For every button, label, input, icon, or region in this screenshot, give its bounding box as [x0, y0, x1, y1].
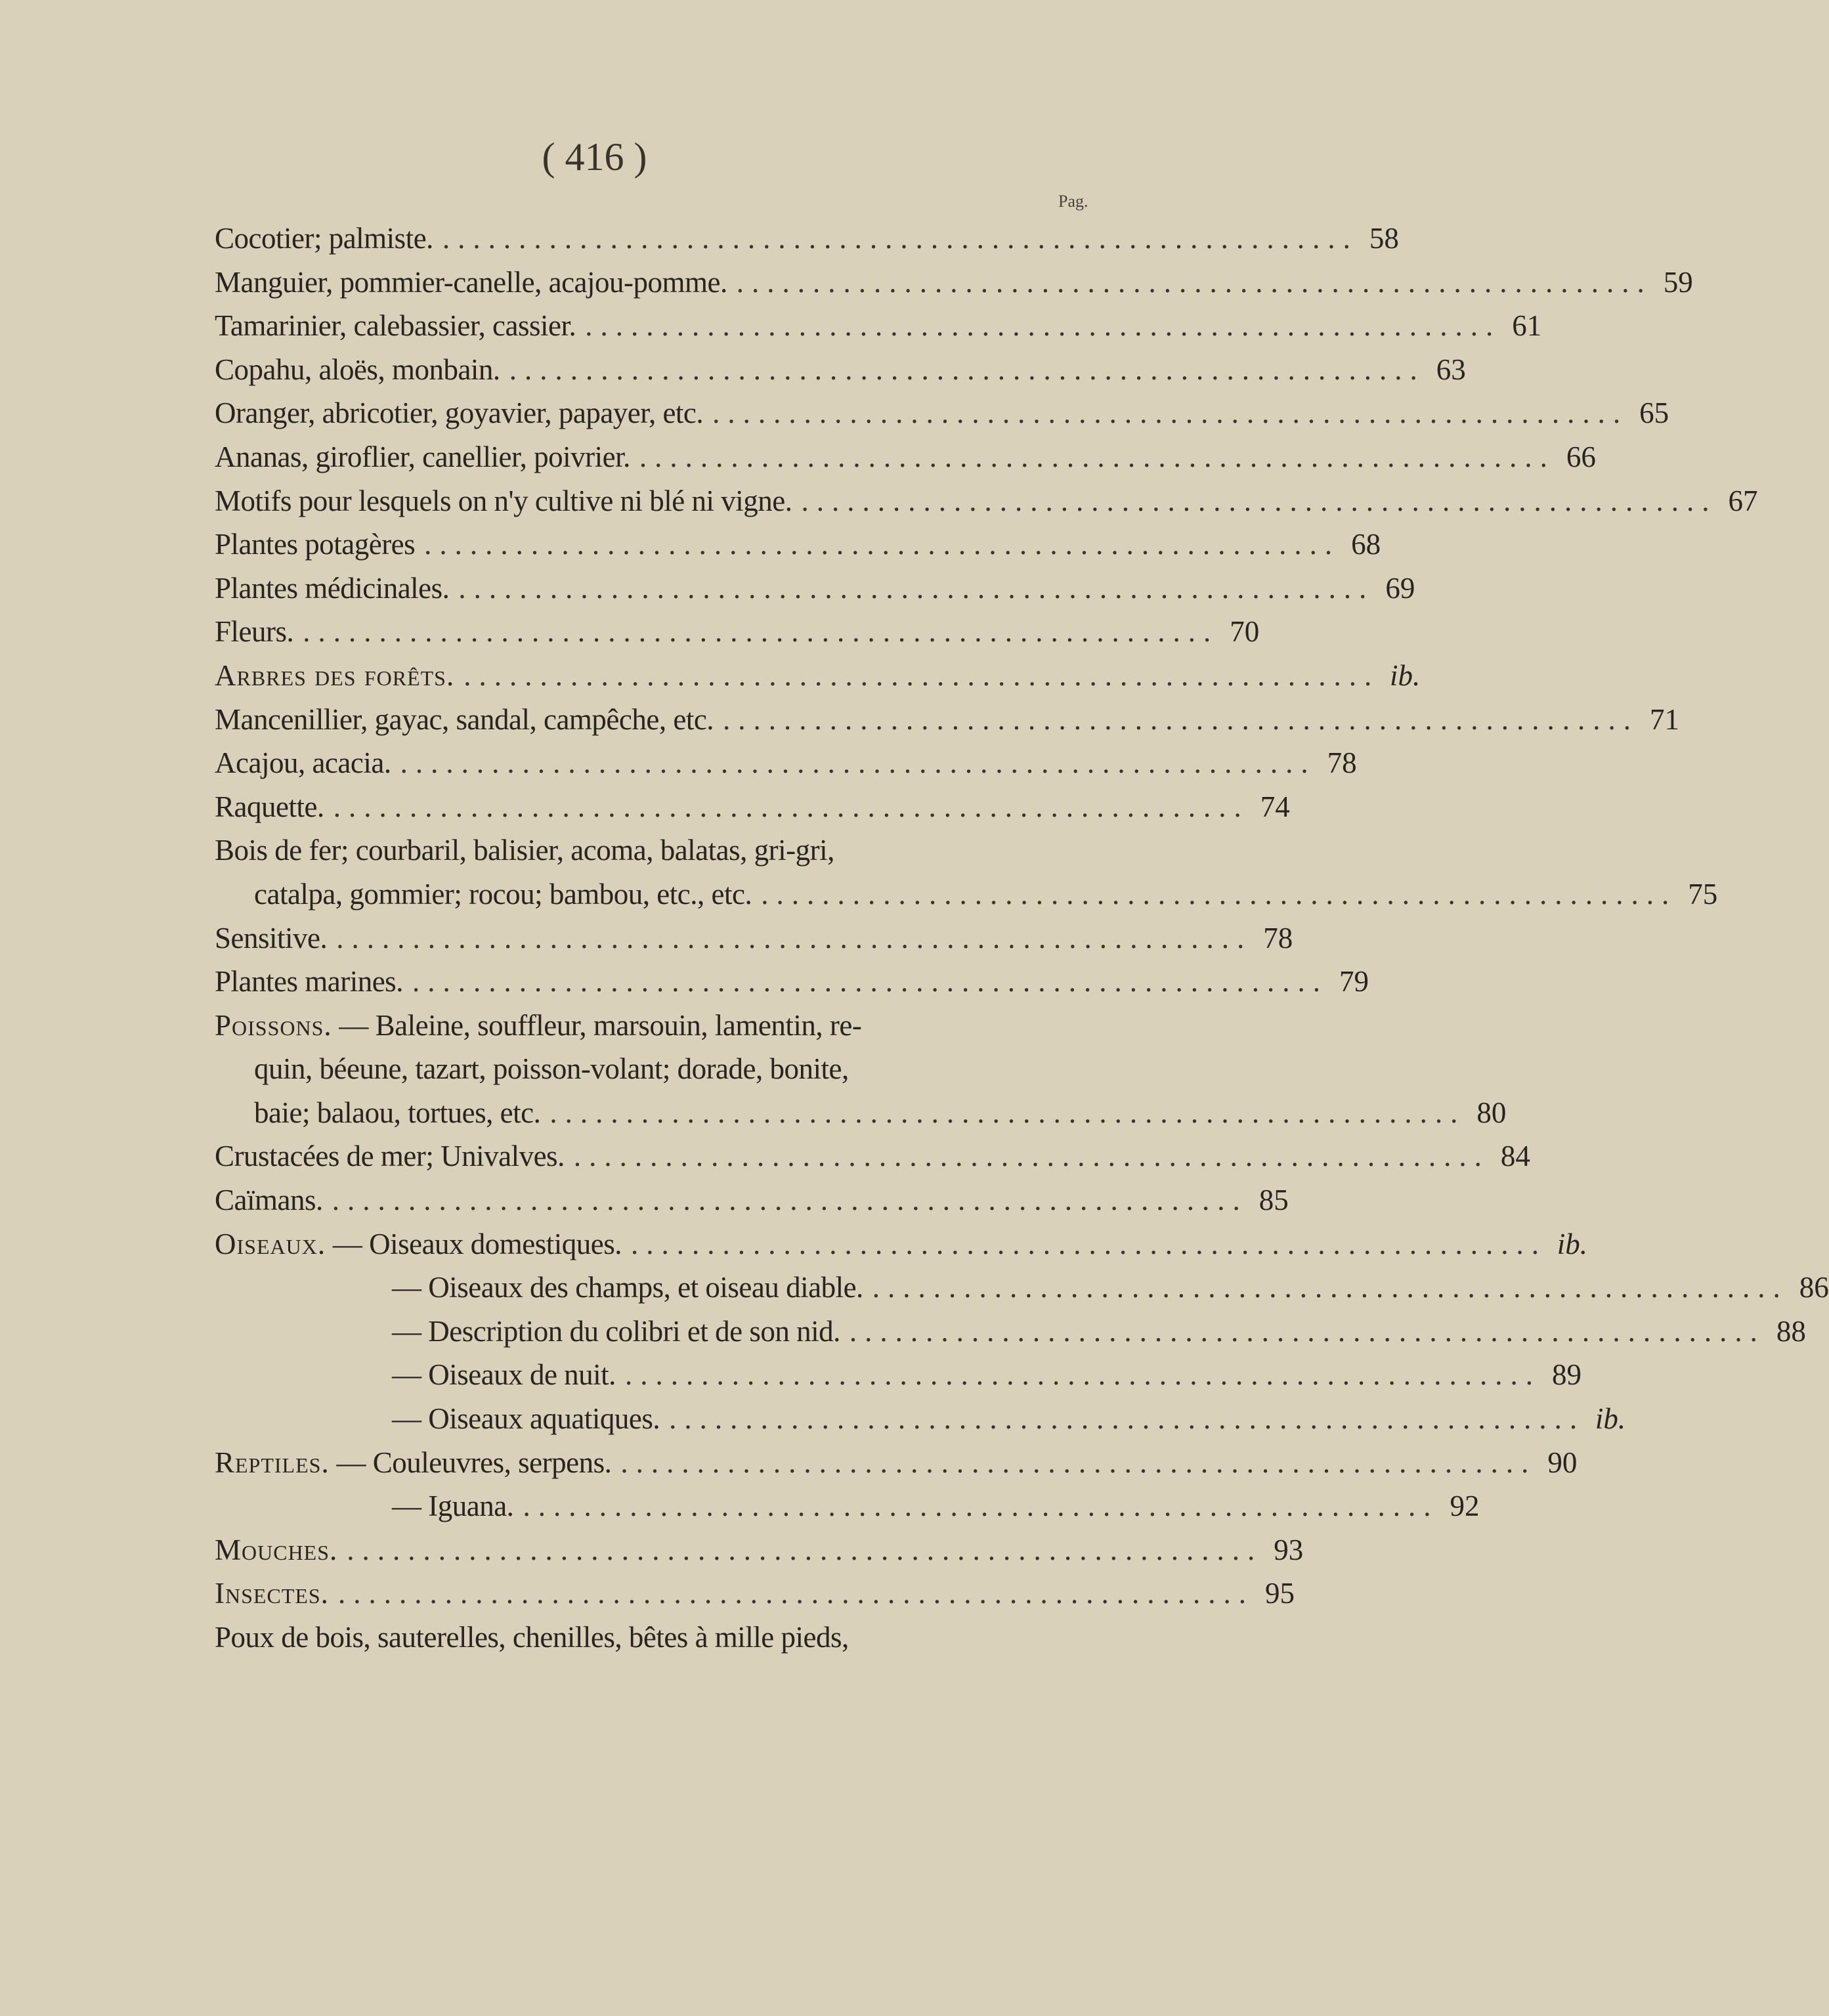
- toc-entry-text: Plantes potagères: [215, 528, 416, 561]
- toc-entry: [215, 1134, 1530, 1178]
- toc-entry-label: [254, 1047, 849, 1091]
- toc-entry-label: [215, 916, 327, 960]
- toc-entry-text: Mancenillier, gayac, sandal, campêche, etc.: [215, 702, 714, 736]
- toc-entry-label: [392, 1484, 513, 1528]
- leader-dots: ............................................................: [337, 1577, 1254, 1610]
- toc-entry: [215, 1397, 1626, 1441]
- toc-entry-label: [392, 1397, 660, 1441]
- toc-page-number: ib.: [1389, 658, 1421, 692]
- toc-entry-label: [215, 348, 500, 392]
- toc-entry-text: Poux de bois, sauterelles, chenilles, bêtes à mille pieds,: [215, 1621, 849, 1654]
- leader-dots: ............................................................: [303, 615, 1219, 649]
- leader-dots: ............................................................: [631, 1227, 1547, 1260]
- leader-dots: ............................................................: [332, 1184, 1248, 1217]
- toc-entry: [215, 1266, 1829, 1310]
- leader-dots: ............................................................: [712, 397, 1629, 430]
- toc-entry: [215, 610, 1260, 654]
- toc-entry: [215, 391, 1669, 435]
- toc-entry-label: [215, 1134, 565, 1178]
- leader-dots: ............................................................: [509, 353, 1425, 386]
- toc-entry-text: Acajou, acacia.: [215, 746, 391, 780]
- toc-entry-label: [254, 872, 752, 916]
- toc-entry-label: [215, 654, 454, 698]
- toc-entry: [215, 261, 1693, 305]
- leader-dots: ............................................................: [333, 790, 1249, 823]
- leader-dots: ............................................................: [585, 309, 1501, 343]
- toc-section-heading: Reptiles.: [215, 1446, 330, 1479]
- toc-entry: [215, 567, 1415, 611]
- toc-entry: [215, 916, 1293, 960]
- toc-entry-label: [215, 1616, 849, 1660]
- toc-entry-text: — Oiseaux de nuit.: [392, 1358, 616, 1392]
- toc-entry-label: [215, 304, 576, 348]
- toc-entry-label: [215, 1222, 622, 1266]
- toc-entry-label: [215, 610, 293, 654]
- toc-entry: [215, 304, 1542, 348]
- toc-page-number: 90: [1547, 1446, 1578, 1479]
- toc-entry-text: Tamarinier, calebassier, cassier.: [215, 309, 576, 343]
- toc-page-number: 93: [1274, 1533, 1304, 1566]
- toc-entry: [215, 698, 1680, 742]
- toc-entry-label: [215, 1528, 337, 1572]
- toc-entry-text: — Description du colibri et de son nid.: [392, 1314, 840, 1348]
- toc-page-number: ib.: [1595, 1402, 1626, 1436]
- toc-entry-text: Raquette.: [215, 790, 324, 823]
- toc-entry-label: [215, 698, 714, 742]
- toc-page-number: 79: [1339, 965, 1369, 998]
- leader-dots: ............................................................: [336, 921, 1253, 954]
- toc-page-number: 67: [1728, 484, 1758, 517]
- toc-entry: [215, 435, 1596, 479]
- toc-entry-text: quin, béeune, tazart, poisson-volant; dorade, bonite,: [254, 1052, 849, 1086]
- toc-entry: [215, 479, 1758, 523]
- toc-entry-text: — Baleine, souffleur, marsouin, lamentin, re-: [332, 1008, 862, 1042]
- leader-dots: ............................................................: [669, 1402, 1585, 1436]
- leader-dots: ............................................................: [347, 1533, 1263, 1566]
- toc-entry-text: catalpa, gommier; rocou; bambou, etc., etc.: [254, 877, 752, 911]
- toc-entry-label: [254, 1091, 540, 1135]
- toc-section-heading: Oiseaux.: [215, 1227, 326, 1260]
- toc-section-heading: Poissons.: [215, 1008, 332, 1042]
- toc-entry-text: Copahu, aloës, monbain.: [215, 353, 500, 386]
- toc-page-number: 89: [1551, 1358, 1582, 1392]
- leader-dots: ............................................................: [400, 746, 1316, 780]
- leader-dots: ............................................................: [620, 1446, 1537, 1479]
- toc-entry: [215, 1616, 1101, 1660]
- toc-entry-text: Fleurs.: [215, 615, 294, 649]
- toc-entry-label: [215, 261, 727, 305]
- toc-entry-text: Motifs pour lesquels on n'y cultive ni blé ni vigne.: [215, 484, 792, 517]
- toc-page-number: 78: [1263, 921, 1293, 954]
- toc-entry-text: Plantes médicinales.: [215, 571, 450, 605]
- toc-entry-label: [215, 1441, 611, 1485]
- toc-section-heading: Mouches.: [215, 1533, 338, 1566]
- toc-entry-text: — Oiseaux aquatiques.: [392, 1402, 660, 1436]
- toc-page-number: 88: [1776, 1314, 1806, 1348]
- toc-entry: [215, 1091, 1507, 1135]
- toc-entry-label: [215, 1572, 329, 1616]
- toc-entry: [215, 785, 1290, 829]
- toc-entry: [215, 1047, 1101, 1091]
- leader-dots: ............................................................: [736, 265, 1652, 299]
- leader-dots: ............................................................: [463, 658, 1380, 692]
- toc-entry-text: Caïmans.: [215, 1184, 323, 1217]
- toc-entry-label: [215, 217, 433, 261]
- toc-entry-label: [215, 960, 403, 1004]
- toc-page-number: 92: [1450, 1490, 1480, 1523]
- toc-entry: [215, 348, 1466, 392]
- toc-entry: [215, 828, 1101, 872]
- leader-dots: ............................................................: [424, 528, 1341, 561]
- toc-entry-label: [215, 828, 834, 872]
- leader-dots: ............................................................: [801, 484, 1717, 517]
- toc-entry-label: [392, 1266, 863, 1310]
- toc-entry-text: Manguier, pommier-canelle, acajou-pomme.: [215, 265, 727, 299]
- toc-page-number: 68: [1351, 528, 1381, 561]
- toc-entry-text: — Iguana.: [392, 1490, 514, 1523]
- toc-entry: [215, 523, 1381, 567]
- toc-entry: [215, 1528, 1304, 1572]
- toc-page-number: 95: [1264, 1577, 1295, 1610]
- toc-entry-text: Cocotier; palmiste.: [215, 222, 433, 255]
- leader-dots: ............................................................: [872, 1271, 1788, 1304]
- toc-entry-label: [215, 785, 324, 829]
- leader-dots: ............................................................: [849, 1314, 1765, 1348]
- table-of-contents: [215, 217, 1829, 1660]
- toc-entry-text: Bois de fer; courbaril, balisier, acoma, balatas, gri-gri,: [215, 834, 834, 867]
- toc-page-number: 63: [1436, 353, 1466, 386]
- toc-entry: [215, 1004, 1101, 1048]
- leader-dots: ............................................................: [723, 702, 1639, 736]
- toc-page-number: 66: [1566, 440, 1596, 473]
- toc-page-number: 80: [1476, 1096, 1507, 1129]
- toc-entry: [215, 217, 1399, 261]
- toc-entry: [215, 960, 1369, 1004]
- toc-entry: [215, 1222, 1588, 1266]
- toc-entry-text: baie; balaou, tortues, etc.: [254, 1096, 541, 1129]
- page-number: ( 416 ): [542, 135, 647, 179]
- toc-entry: [215, 654, 1421, 698]
- toc-entry-label: [215, 741, 391, 785]
- toc-entry-text: Oranger, abricotier, goyavier, papayer, etc.: [215, 397, 704, 430]
- toc-entry: [215, 1310, 1806, 1354]
- toc-entry-text: Ananas, giroflier, canellier, poivrier.: [215, 440, 630, 473]
- toc-page-number: 70: [1230, 615, 1260, 649]
- toc-page-number: 85: [1259, 1184, 1289, 1217]
- toc-page-number: 69: [1385, 571, 1415, 605]
- toc-entry-label: [215, 567, 449, 611]
- toc-page-number: 84: [1500, 1140, 1530, 1173]
- toc-page-number: 71: [1650, 702, 1680, 736]
- leader-dots: ............................................................: [573, 1140, 1490, 1173]
- toc-entry-label: [215, 1178, 323, 1222]
- toc-page-number: 61: [1512, 309, 1542, 343]
- toc-entry-label: [215, 523, 415, 567]
- toc-entry-text: Sensitive.: [215, 921, 328, 954]
- leader-dots: ............................................................: [549, 1096, 1466, 1129]
- toc-page-number: 86: [1799, 1271, 1829, 1304]
- toc-entry: [215, 1178, 1289, 1222]
- toc-page-number: 58: [1369, 222, 1399, 255]
- toc-page-number: 59: [1663, 265, 1693, 299]
- toc-page-number: 75: [1688, 877, 1718, 911]
- toc-entry-text: — Oiseaux des champs, et oiseau diable.: [392, 1271, 863, 1304]
- toc-section-heading: Insectes.: [215, 1577, 329, 1610]
- leader-dots: ............................................................: [639, 440, 1555, 473]
- toc-entry-text: Plantes marines.: [215, 965, 403, 998]
- toc-page-number: 74: [1260, 790, 1290, 823]
- toc-entry-text: — Couleuvres, serpens.: [329, 1446, 612, 1479]
- page-column-label: Pag.: [1058, 192, 1088, 211]
- toc-entry-label: [215, 479, 792, 523]
- toc-section-heading: Arbres des forêts.: [215, 658, 455, 692]
- leader-dots: ............................................................: [458, 571, 1375, 605]
- leader-dots: ............................................................: [624, 1358, 1541, 1392]
- toc-page-number: 65: [1639, 397, 1669, 430]
- toc-entry-label: [392, 1310, 840, 1354]
- leader-dots: ............................................................: [412, 965, 1328, 998]
- toc-entry: [215, 741, 1357, 785]
- toc-entry-text: — Oiseaux domestiques.: [326, 1227, 622, 1260]
- toc-entry-label: [215, 391, 703, 435]
- toc-entry-text: Crustacées de mer; Univalves.: [215, 1140, 565, 1173]
- toc-entry: [215, 1484, 1480, 1528]
- toc-entry: [215, 872, 1718, 916]
- toc-entry-label: [392, 1353, 616, 1397]
- toc-entry-label: [215, 435, 630, 479]
- leader-dots: ............................................................: [442, 222, 1358, 255]
- leader-dots: ............................................................: [523, 1490, 1439, 1523]
- toc-entry-label: [215, 1004, 861, 1048]
- toc-entry: [215, 1353, 1582, 1397]
- toc-entry: [215, 1572, 1295, 1616]
- toc-page-number: ib.: [1557, 1227, 1588, 1260]
- toc-entry: [215, 1441, 1578, 1485]
- toc-page-number: 78: [1327, 746, 1357, 780]
- leader-dots: ............................................................: [761, 877, 1677, 911]
